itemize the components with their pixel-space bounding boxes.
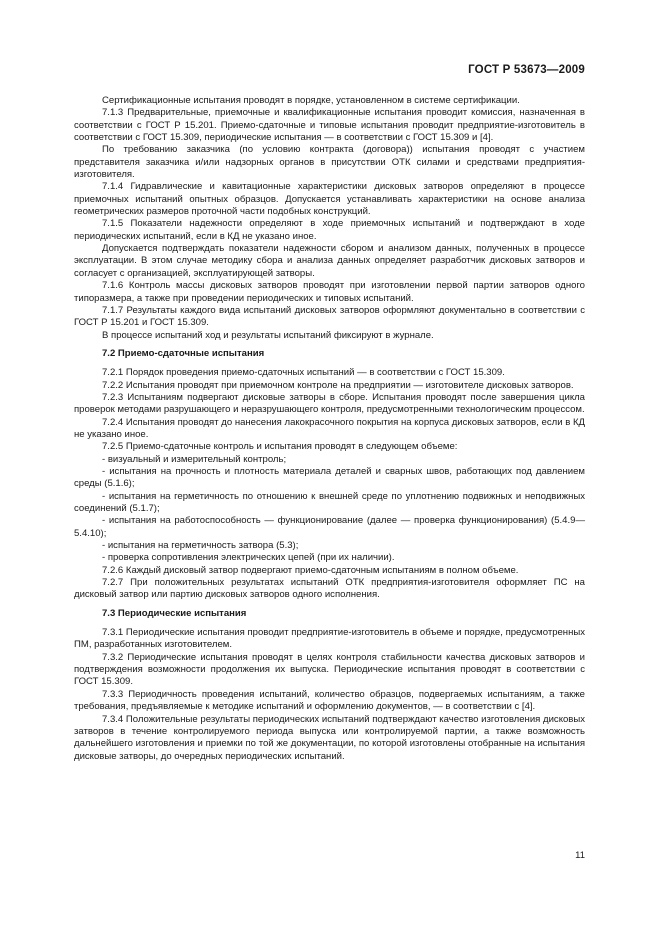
- paragraph: В процессе испытаний ход и результаты испытаний фиксируют в журнале.: [102, 329, 434, 341]
- section-heading-7-3: 7.3 Периодические испытания: [102, 607, 247, 619]
- paragraph-7-2-4: 7.2.4 Испытания проводят до нанесения лакокрасочного покрытия на корпуса дисковых затворов, если в КД не указано иное.: [74, 416, 585, 440]
- paragraph-7-1-5: 7.1.5 Показатели надежности определяют в ходе приемочных испытаний и подтверждают в ходе периодических испытаний, если в КД не указано иное.: [74, 218, 585, 242]
- paragraph-7-2-7: 7.2.7 При положительных результатах испытаний ОТК предприятия-изготовителя оформляет ПС на дисковый затвор или партию дисковых затворов одного исполнения.: [74, 577, 585, 601]
- list-item: - испытания на герметичность затвора (5.3);: [102, 540, 299, 552]
- list-item: - визуальный и измерительный контроль;: [102, 453, 287, 465]
- paragraph-7-3-1: 7.3.1 Периодические испытания проводит предприятие-изготовитель в объеме и порядке, предусмотренных ПМ, разработанных изготовителем.: [74, 627, 585, 651]
- paragraph: По требованию заказчика (по условию контракта (договора)) испытания проводят с участием представителя заказчика и/или надзорных органов в присутствии ОТК силами и средствами предприятия-изготовителя.: [74, 144, 585, 181]
- page-number: 11: [575, 850, 585, 861]
- section-heading-7-2: 7.2 Приемо-сдаточные испытания: [102, 347, 265, 359]
- paragraph-7-3-4: 7.3.4 Положительные результаты периодических испытаний подтверждают качество изготовления дисковых затворов в течение контролируемого периода выпуска или контролируемой партии, а также возможность дальнейшего изготовления и приемки по той же документации, по которой изготовлены отобранные на испытания дисковые затворы, до очередных периодических испытаний.: [74, 713, 585, 762]
- list-item: - испытания на прочность и плотность материала деталей и сварных швов, работающих под давлением среды (5.1.6);: [74, 465, 585, 490]
- list-item: - испытания на герметичность по отношению к внешней среде по уплотнению подвижных и неподвижных соединений (5.1.7);: [74, 490, 585, 514]
- document-body: [74, 95, 585, 763]
- paragraph-7-2-1: 7.2.1 Порядок проведения приемо-сдаточных испытаний — в соответствии с ГОСТ 15.309.: [102, 367, 505, 379]
- paragraph-7-3-2: 7.3.2 Периодические испытания проводят в целях контроля стабильности качества дисковых затворов и подтверждения возможности продолжения их выпуска. Периодические испытания проводят в соответствии с ГОСТ 15.309.: [74, 651, 585, 688]
- paragraph-7-2-3: 7.2.3 Испытаниям подвергают дисковые затворы в сборе. Испытания проводят после завершения цикла проверок методами разрушающего и неразрушающего контроля, предусмотренными технологическим процессом.: [74, 391, 585, 416]
- paragraph-7-1-4: 7.1.4 Гидравлические и кавитационные характеристики дисковых затворов определяют в процессе приемочных испытаний опытных образцов. Допускается устанавливать характеристики на основе анализа геометрических размеров проточной части подобных конструкций.: [74, 181, 585, 218]
- paragraph-7-3-3: 7.3.3 Периодичность проведения испытаний, количество образцов, подвергаемых испытаниям, а также требования, предъявляемые к методике испытаний и оформлению документов, — в соответствии с [4].: [74, 688, 585, 713]
- paragraph-7-1-6: 7.1.6 Контроль массы дисковых затворов проводят при изготовлении первой партии затворов одного типоразмера, а также при проведении периодических и типовых испытаний.: [74, 280, 585, 304]
- paragraph: Сертификационные испытания проводят в порядке, установленном в системе сертификации.: [102, 95, 520, 106]
- document-code-header: ГОСТ Р 53673—2009: [468, 64, 585, 76]
- paragraph-7-2-2: 7.2.2 Испытания проводят при приемочном контроле на предприятии — изготовителе дисковых затворов.: [102, 379, 574, 391]
- list-item: - испытания на работоспособность — функционирование (далее — проверка функционирования) (5.4.9—5.4.10);: [74, 515, 585, 539]
- paragraph-7-2-6: 7.2.6 Каждый дисковый затвор подвергают приемо-сдаточным испытаниям в полном объеме.: [102, 564, 519, 576]
- paragraph-7-1-3: 7.1.3 Предварительные, приемочные и квалификационные испытания проводит комиссия, назначенная в соответствии с ГОСТ Р 15.201. Приемо-сдаточные и типовые испытания проводит предприятие-изготовитель в соответствии с ГОСТ 15.309, периодические испытания — в соответствии с ГОСТ 15.309 и [4].: [74, 107, 585, 144]
- list-item: - проверка сопротивления электрических цепей (при их наличии).: [102, 552, 395, 564]
- paragraph: Допускается подтверждать показатели надежности сбором и анализом данных, полученных в процессе эксплуатации. В этом случае методику сбора и анализа данных определяет разработчик дисковых затворов и согласует с организацией, эксплуатирующей затворы.: [74, 243, 585, 279]
- paragraph-7-1-7: 7.1.7 Результаты каждого вида испытаний дисковых затворов оформляют документально в соответствии с ГОСТ Р 15.201 и ГОСТ 15.309.: [74, 304, 585, 329]
- paragraph-7-2-5: 7.2.5 Приемо-сдаточные контроль и испытания проводят в следующем объеме:: [102, 441, 458, 453]
